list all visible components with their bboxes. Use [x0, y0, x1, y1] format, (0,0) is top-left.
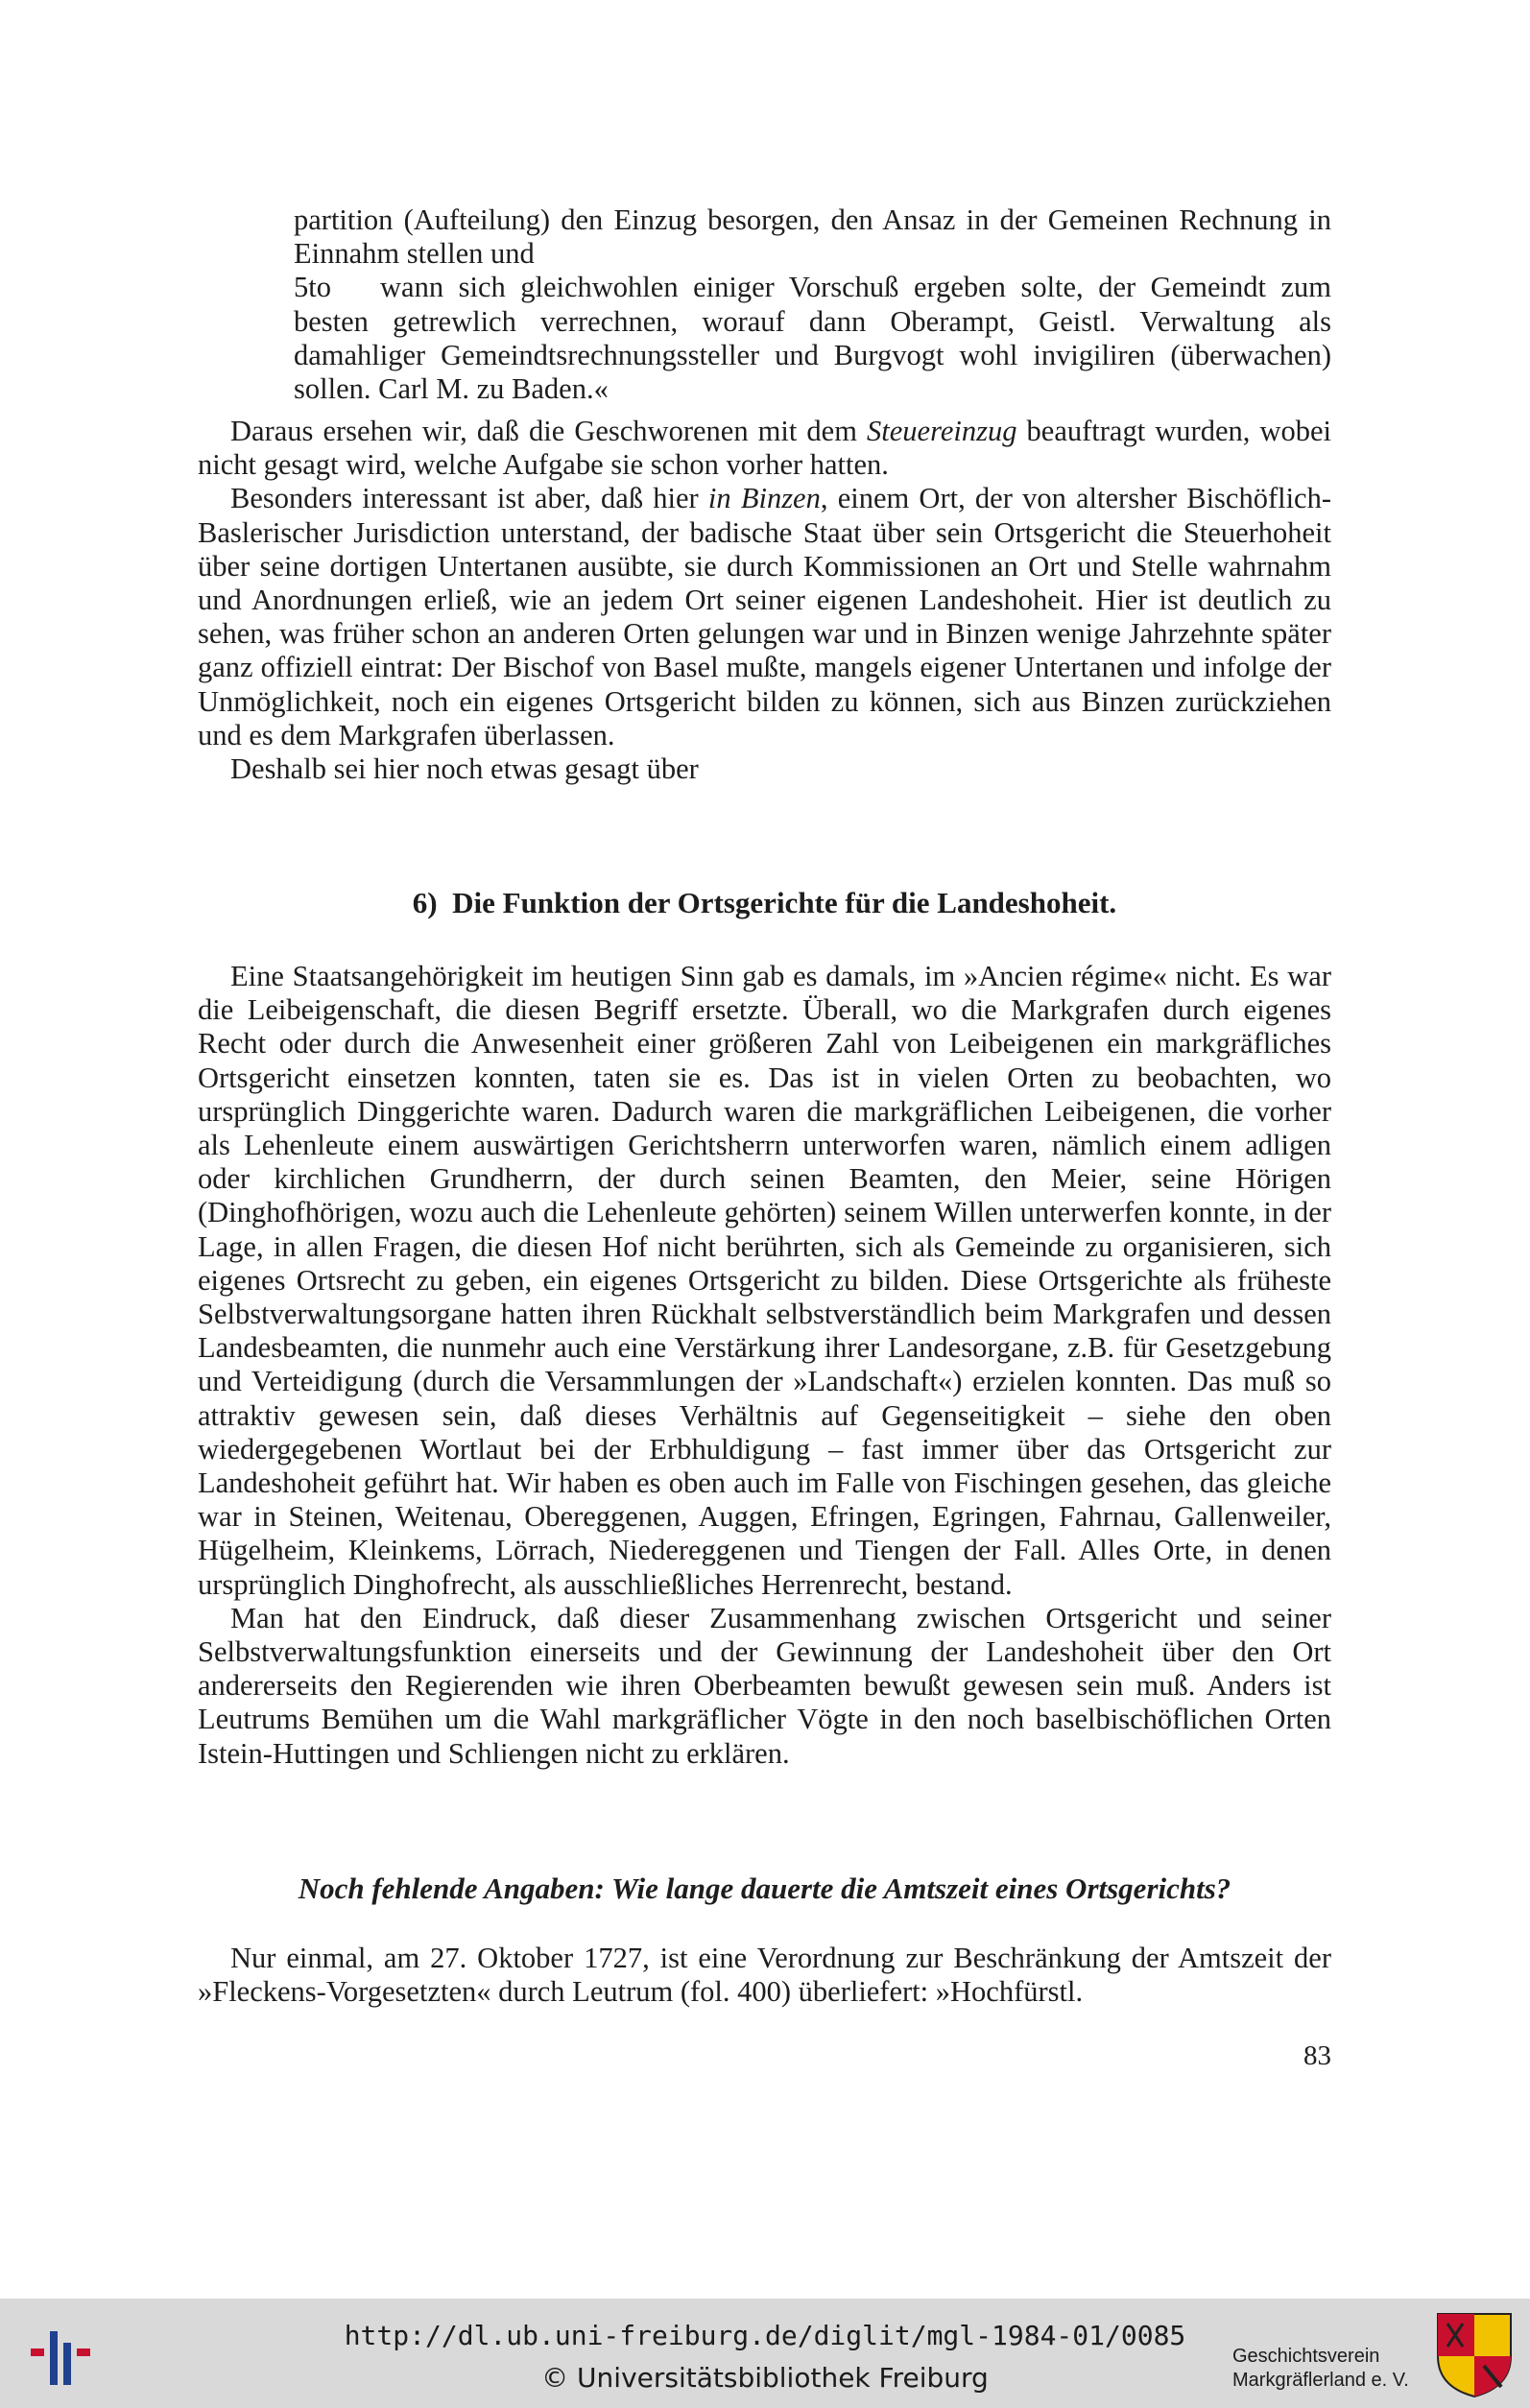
paragraph-deshalb: Deshalb sei hier noch etwas gesagt über — [230, 752, 699, 786]
section-heading — [198, 886, 1331, 920]
footer-bar — [0, 2299, 1530, 2408]
section-title: Die Funktion der Ortsgerichte für die Landeshoheit. — [452, 886, 1117, 919]
subheading-amtszeit: Noch fehlende Angaben: Wie lange dauerte die Amtszeit eines Ortsgerichts? — [298, 1872, 1231, 1905]
quote-item-label: 5to — [294, 271, 331, 304]
quote-paragraph: partition (Aufteilung) den Einzug besorgen, den Ansaz in der Gemeinen Rechnung in Einnahm stellen und — [294, 203, 1331, 271]
footer-copyright: © Universitätsbibliothek Freiburg — [541, 2362, 989, 2394]
paragraph-verordnung: Nur einmal, am 27. Oktober 1727, ist eine Verordnung zur Beschränkung der Amtszeit der »Fleckens-Vorgesetzten« durch Leutrum (fol. 400) überliefert: »Hochfürstl. — [198, 1942, 1331, 2009]
paragraph-binzen: Besonders interessant ist aber, daß hier in Binzen, einem Ort, der von altersher Bischöflich-Baslerischer Jurisdiction unterstand, der badische Staat über sein Ortsgericht die Steuerhoheit über seine dortigen Untertanen ausübte, sie durch Kommissionen an Ort und Stelle wahrnahm und Anordnungen erließ, wie an jedem Ort seiner eigenen Landeshoheit. Hier ist deutlich zu sehen, was früher schon an anderen Orten gelungen war und in Binzen wenige Jahrzehnte später ganz offiziell eintrat: Der Bischof von Basel mußte, mangels eigener Untertanen und infolge der Unmöglichkeit, noch ein eigenes Ortsgericht bilden zu können, sich aus Binzen zurückziehen und es dem Markgrafen überlassen. — [198, 482, 1331, 751]
paragraph-steuereinzug: Daraus ersehen wir, daß die Geschworenen mit dem Steuereinzug beauftragt wurden, wobei nicht gesagt wird, welche Aufgabe sie schon vorher hatten. — [198, 415, 1331, 482]
organization-line-2: Markgräflerland e. V. — [1232, 2370, 1409, 2391]
body-text-bottom — [198, 1942, 1331, 2009]
footer-url[interactable]: http://dl.ub.uni-freiburg.de/diglit/mgl-1984-01/0085 — [344, 2320, 1186, 2351]
footer-organization — [1232, 2345, 1444, 2393]
section-number: 6) — [412, 886, 438, 919]
body-text-section — [198, 960, 1331, 1771]
quote-block — [294, 203, 1331, 406]
coat-of-arms-icon — [1434, 2310, 1515, 2398]
paragraph-eindruck: Man hat den Eindruck, daß dieser Zusammenhang zwischen Ortsgericht und seiner Selbstverwaltungsfunktion einerseits und der Gewinnung der Landeshoheit über den Ort andererseits den Regierenden wie ihren Oberbeamten bewußt gewesen sein muß. Anders ist Leutrums Bemühen um die Wahl markgräflicher Vögte in den noch baselbischöflichen Orten Istein-Huttingen und Schliengen nicht zu erklären. — [198, 1601, 1331, 1770]
body-text-top — [198, 415, 1331, 786]
paragraph-staatsangehoerigkeit: Eine Staatsangehörigkeit im heutigen Sinn gab es damals, im »Ancien régime« nicht. Es war die Leibeigenschaft, die diesen Begriff ersetzte. Überall, wo die Markgrafen durch eigenes Recht oder durch die Anwesenheit einer größeren Zahl von Leibeigenen ein markgräfliches Ortsgericht einsetzen konnten, taten sie es. Das ist in vielen Orten zu beobachten, wo ursprünglich Dinggerichte waren. Dadurch waren die markgräflichen Leibeigenen, die vorher als Lehenleute einem auswärtigen Gerichtsherrn unterworfen waren, nämlich einem adligen oder kirchlichen Grundherrn, der durch seinen Beamten, den Meier, seine Hörigen (Dinghofhörigen, wozu auch die Lehenleute gehörten) seinem Willen unterwerfen konnte, in der Lage, in allen Fragen, die diesen Hof nicht berührten, sich als Gemeinde zu organisieren, sich eigenes Ortsrecht zu geben, ein eigenes Ortsgericht zu bilden. Diese Ortsgerichte als früheste Selbstverwaltungsorgane hatten ihren Rückhalt selbstverständlich beim Markgrafen und dessen Landesbeamten, die nunmehr auch eine Verstärkung ihrer Landesorgane, z.B. für Gesetzgebung und Verteidigung (durch die Versammlungen der »Landschaft«) erzielen konnten. Das muß so attraktiv gewesen sein, daß dieses Verhältnis auf Gegenseitigkeit – siehe den oben wiedergegebenen Wortlaut bei der Erbhuldigung – fast immer über das Ortsgericht zur Landeshoheit geführt hat. Wir haben es oben auch im Falle von Fischingen gesehen, das gleiche war in Steinen, Weitenau, Obereggenen, Auggen, Efringen, Egringen, Fahrnau, Gallenweiler, Hügelheim, Kleinkems, Lörrach, Niedereggenen und Tiengen der Fall. Alles Orte, in denen ursprünglich Dinghofrecht, als ausschließliches Herrenrecht, bestand. — [198, 960, 1331, 1601]
quote-item-5to — [294, 271, 1331, 406]
organization-line-1: Geschichtsverein — [1232, 2346, 1380, 2367]
page-number: 83 — [1303, 2040, 1331, 2071]
quote-item-text: wann sich gleichwohlen einiger Vorschuß ergeben solte, der Gemeindt zum besten getrewlich verrechnen, worauf dann Oberampt, Geistl. Verwaltung als damahliger Gemeindtsrechnungssteller und Burgvogt wohl invigiliren (überwachen) sollen. Carl M. zu Baden.« — [294, 271, 1331, 406]
